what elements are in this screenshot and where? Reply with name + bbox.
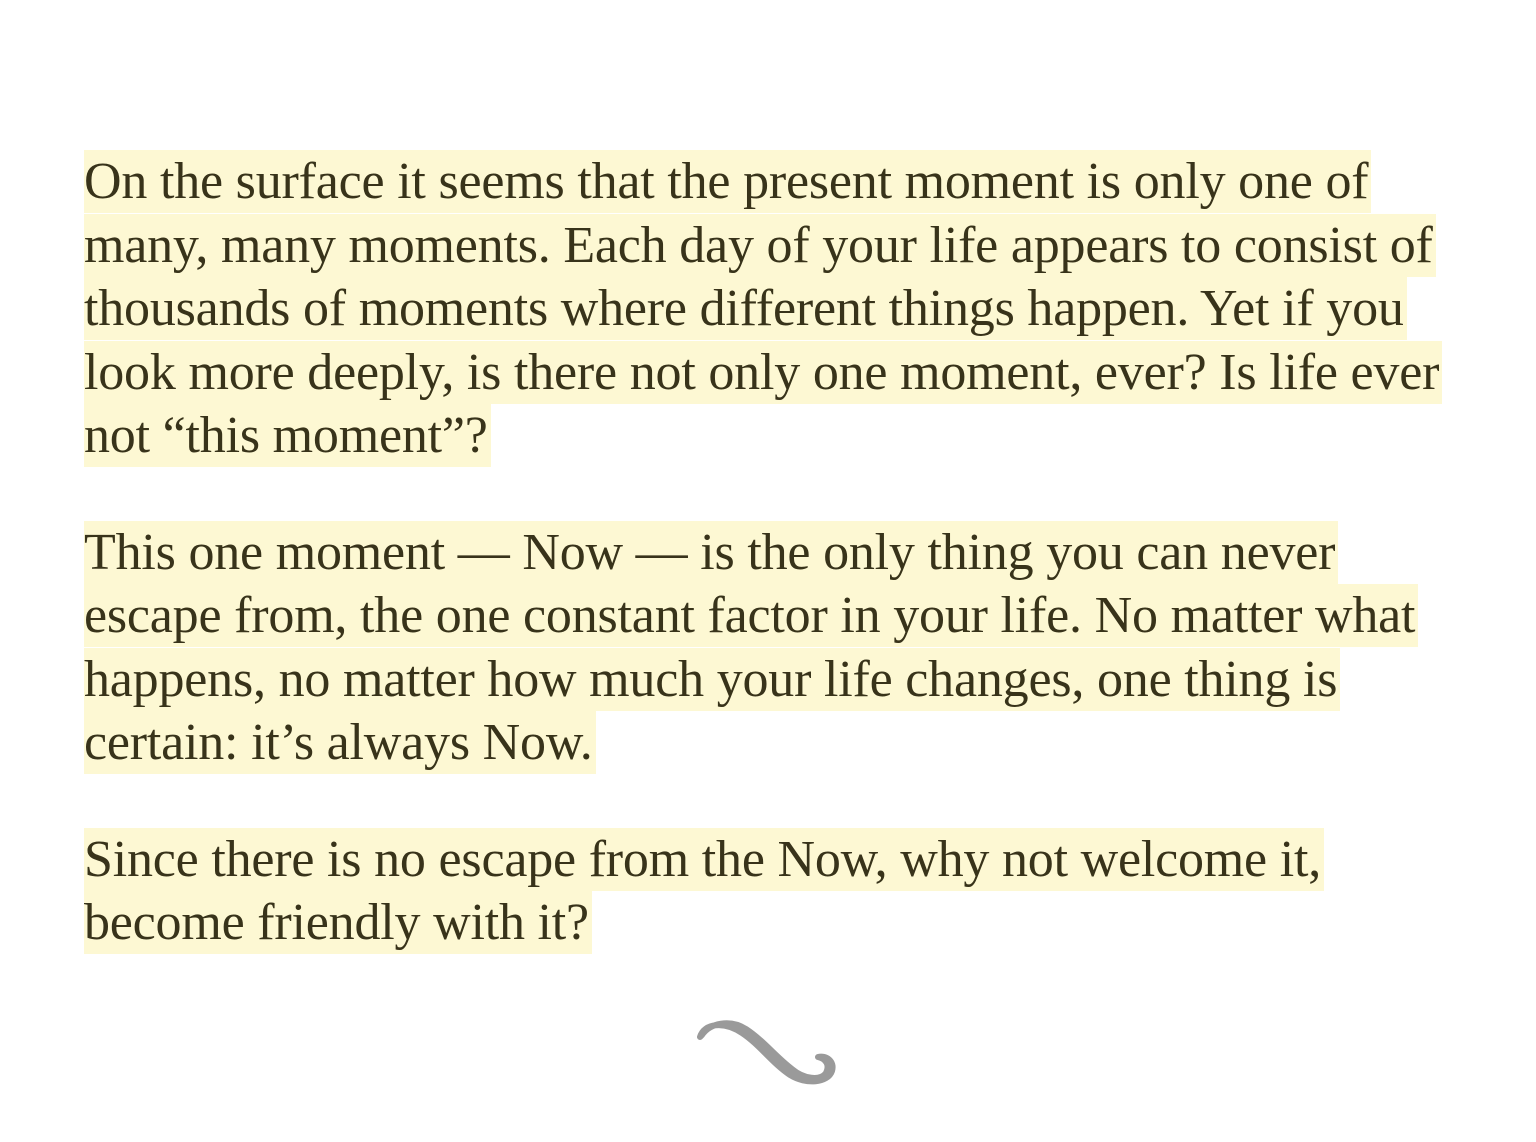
highlighted-text[interactable]: This one moment — Now — is the only thing you can never escape from, the one constant factor in your life. No matter what happens, no matter how much your life changes, one thing is certain: it’s always Now. — [84, 521, 1418, 775]
paragraph-3 — [84, 828, 1464, 955]
highlighted-text[interactable]: Since there is no escape from the Now, why not welcome it, become friendly with it? — [84, 828, 1324, 955]
highlighted-text[interactable]: On the surface it seems that the present moment is only one of many, many moments. Each day of your life appears to consist of thousands of moments where different things happen. Yet if you look more deeply, is there not only one moment, ever? Is life ever not “this moment”? — [84, 150, 1442, 467]
tilde-flourish-icon — [690, 1015, 850, 1095]
reading-column — [84, 150, 1464, 1008]
paragraph-2 — [84, 521, 1464, 775]
paragraph-1 — [84, 150, 1464, 468]
